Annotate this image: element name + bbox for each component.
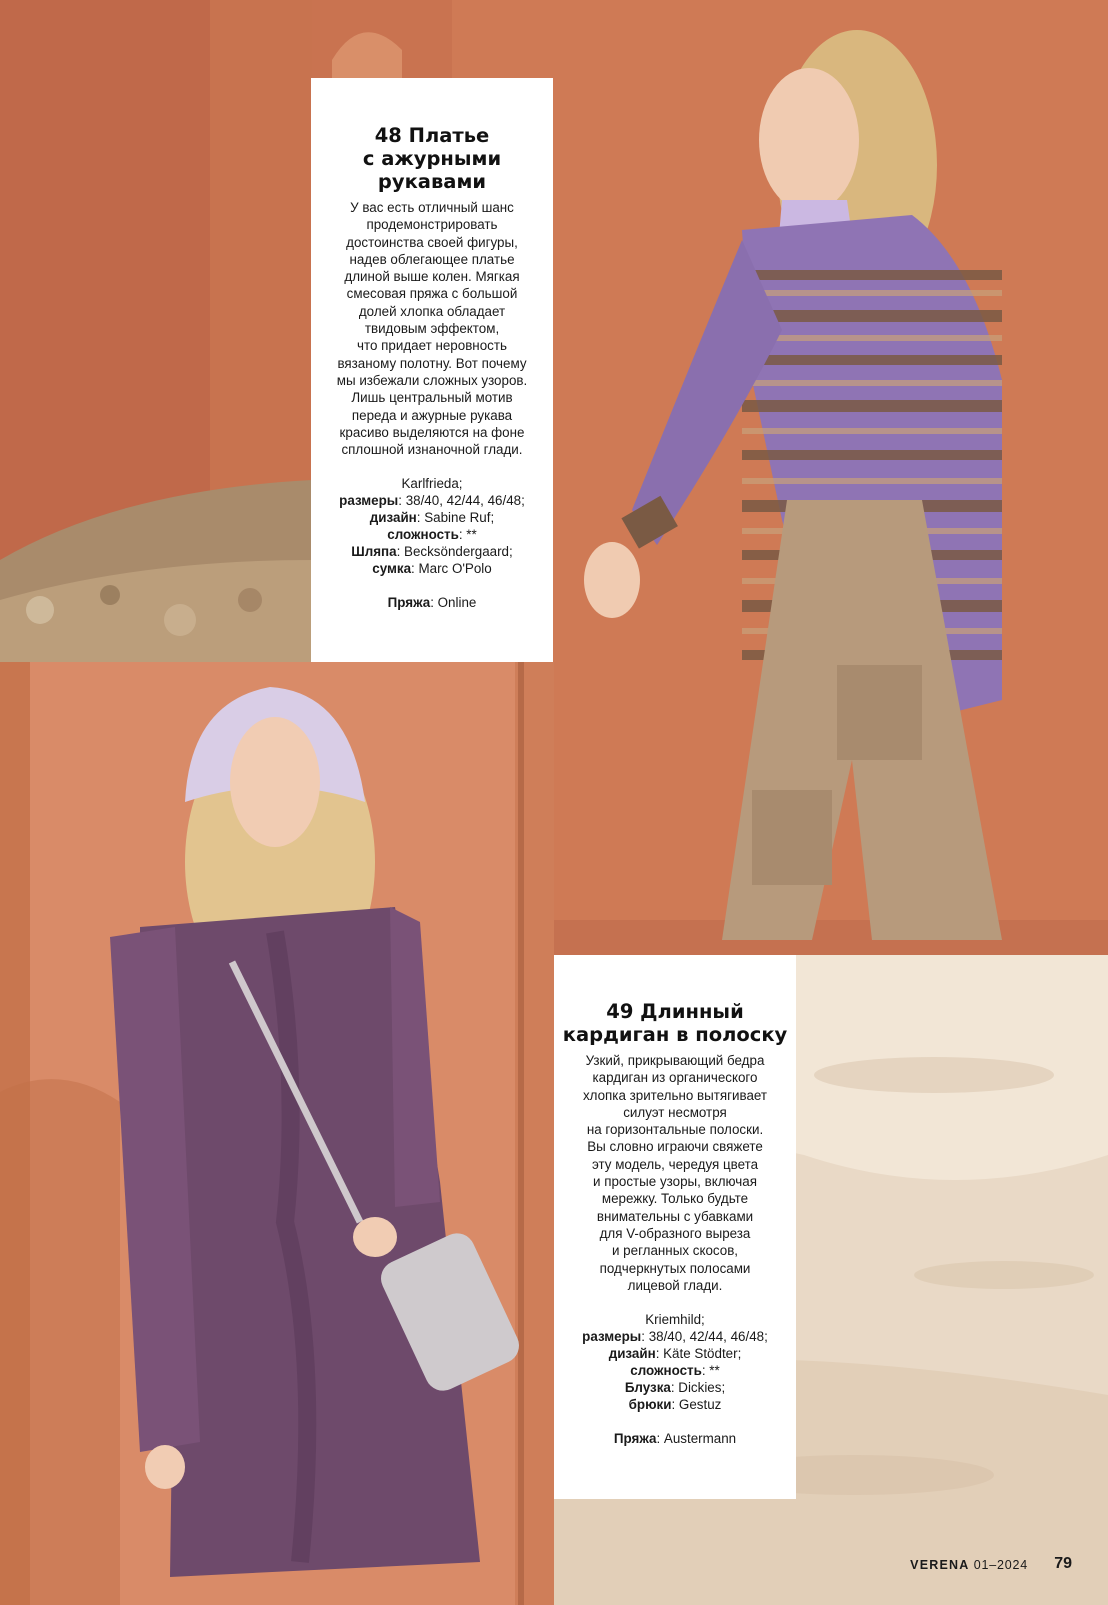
description-line: У вас есть отличный шанс — [350, 200, 514, 215]
description-line: долей хлопка обладает — [358, 303, 506, 319]
description-line: для V-образного выреза — [599, 1225, 751, 1241]
pattern-49-card — [554, 955, 796, 1499]
description-line: сплошной изнаночной глади. — [341, 442, 523, 458]
spec-value: : ** — [701, 1363, 720, 1379]
spec-label: сложность — [630, 1363, 702, 1379]
title-line: 49 Длинный — [606, 1000, 744, 1023]
spec-label: Блузка — [624, 1380, 671, 1396]
spec-label: дизайн — [608, 1346, 656, 1362]
description-line: и простые узоры, включая — [593, 1174, 757, 1190]
description-line: мережку. Только будьте — [601, 1191, 749, 1207]
spec-row — [554, 1362, 796, 1379]
description-line: внимательны с убавками — [596, 1208, 754, 1224]
description-line: кардиган из органического — [592, 1070, 758, 1086]
description-line: твидовым эффектом, — [364, 321, 500, 337]
page-number: 79 — [1054, 1555, 1072, 1572]
spec-value: : Käte Stödter; — [655, 1346, 742, 1362]
spec-label: размеры — [582, 1329, 642, 1345]
description-line: на горизонтальные полоски. — [586, 1122, 764, 1138]
description-line: Узкий, прикрывающий бедра — [585, 1053, 765, 1068]
model-name: Karlfrieda; — [401, 476, 463, 492]
spec-value: : 38/40, 42/44, 46/48; — [398, 493, 525, 509]
description-line: Лишь центральный мотив — [351, 390, 513, 406]
woman-in-purple-dress-photo — [0, 662, 554, 1605]
spec-label: сложность — [387, 527, 459, 543]
spec-value: : Dickies; — [670, 1380, 726, 1396]
magazine-brand: VERENA — [910, 1558, 970, 1572]
description-line: вязаному полотну. Вот почему — [337, 355, 527, 371]
description-line: мы избежали сложных узоров. — [336, 372, 528, 388]
spec-row — [554, 1345, 796, 1362]
pattern-48-description — [311, 199, 553, 458]
pattern-48-yarn — [311, 594, 553, 611]
spec-row — [554, 1396, 796, 1413]
description-line: продемонстрировать — [366, 217, 498, 233]
spec-value: : 38/40, 42/44, 46/48; — [641, 1329, 768, 1345]
spec-label: Шляпа — [351, 544, 397, 560]
model-name: Kriemhild; — [645, 1312, 705, 1328]
title-line: кардиган в полоску — [562, 1023, 788, 1046]
spec-value: : ** — [458, 527, 477, 543]
description-line: подчеркнутых полосами — [599, 1260, 751, 1276]
spec-row — [311, 492, 553, 509]
title-line: рукавами — [377, 170, 487, 193]
pattern-49-yarn — [554, 1430, 796, 1447]
issue-number: 01–2024 — [973, 1558, 1028, 1572]
spec-row — [311, 560, 553, 577]
yarn-value: : Austermann — [656, 1431, 737, 1447]
description-line: переда и ажурные рукава — [351, 407, 513, 423]
pattern-49-description — [554, 1052, 796, 1294]
spec-label: размеры — [339, 493, 399, 509]
description-line: что придает неровность — [357, 338, 507, 354]
description-line: лицевой глади. — [627, 1277, 723, 1293]
pattern-48-title — [311, 124, 553, 193]
spec-row — [554, 1379, 796, 1396]
title-line: с ажурными — [362, 147, 502, 170]
description-line: надев облегающее платье — [349, 251, 515, 267]
spec-label: дизайн — [369, 510, 417, 526]
spec-label: брюки — [628, 1397, 672, 1413]
wall-corner-photo — [0, 0, 312, 662]
spec-row — [311, 509, 553, 526]
spec-value: : Marc O'Polo — [411, 561, 492, 577]
spec-value: : Becksöndergaard; — [396, 544, 513, 560]
magazine-issue — [910, 1558, 1028, 1572]
pattern-48-card — [311, 78, 553, 662]
description-line: эту модель, чередуя цвета — [591, 1156, 759, 1172]
description-line: длиной выше колен. Мягкая — [344, 269, 520, 285]
spec-row — [311, 526, 553, 543]
page-footer — [878, 1535, 1108, 1605]
pattern-49-specs — [554, 1311, 796, 1413]
yarn-label: Пряжа — [613, 1431, 657, 1447]
spec-row — [311, 543, 553, 560]
description-line: достоинства своей фигуры, — [346, 234, 518, 250]
description-line: красиво выделяются на фоне — [339, 424, 525, 440]
description-line: и регланных скосов, — [611, 1243, 739, 1259]
description-line: смесовая пряжа с большой — [346, 286, 518, 302]
title-line: 48 Платье — [374, 124, 490, 147]
description-line: хлопка зрительно вытягивает — [582, 1087, 768, 1103]
spec-row — [554, 1328, 796, 1345]
pattern-48-specs — [311, 475, 553, 577]
spec-value: : Sabine Ruf; — [416, 510, 495, 526]
description-line: Вы словно играючи свяжете — [587, 1139, 763, 1155]
description-line: силуэт несмотря — [623, 1104, 727, 1120]
spec-label: сумка — [372, 561, 412, 577]
yarn-value: : Online — [430, 595, 477, 611]
spec-value: : Gestuz — [671, 1397, 722, 1413]
pattern-49-title — [554, 1000, 796, 1046]
yarn-label: Пряжа — [387, 595, 431, 611]
